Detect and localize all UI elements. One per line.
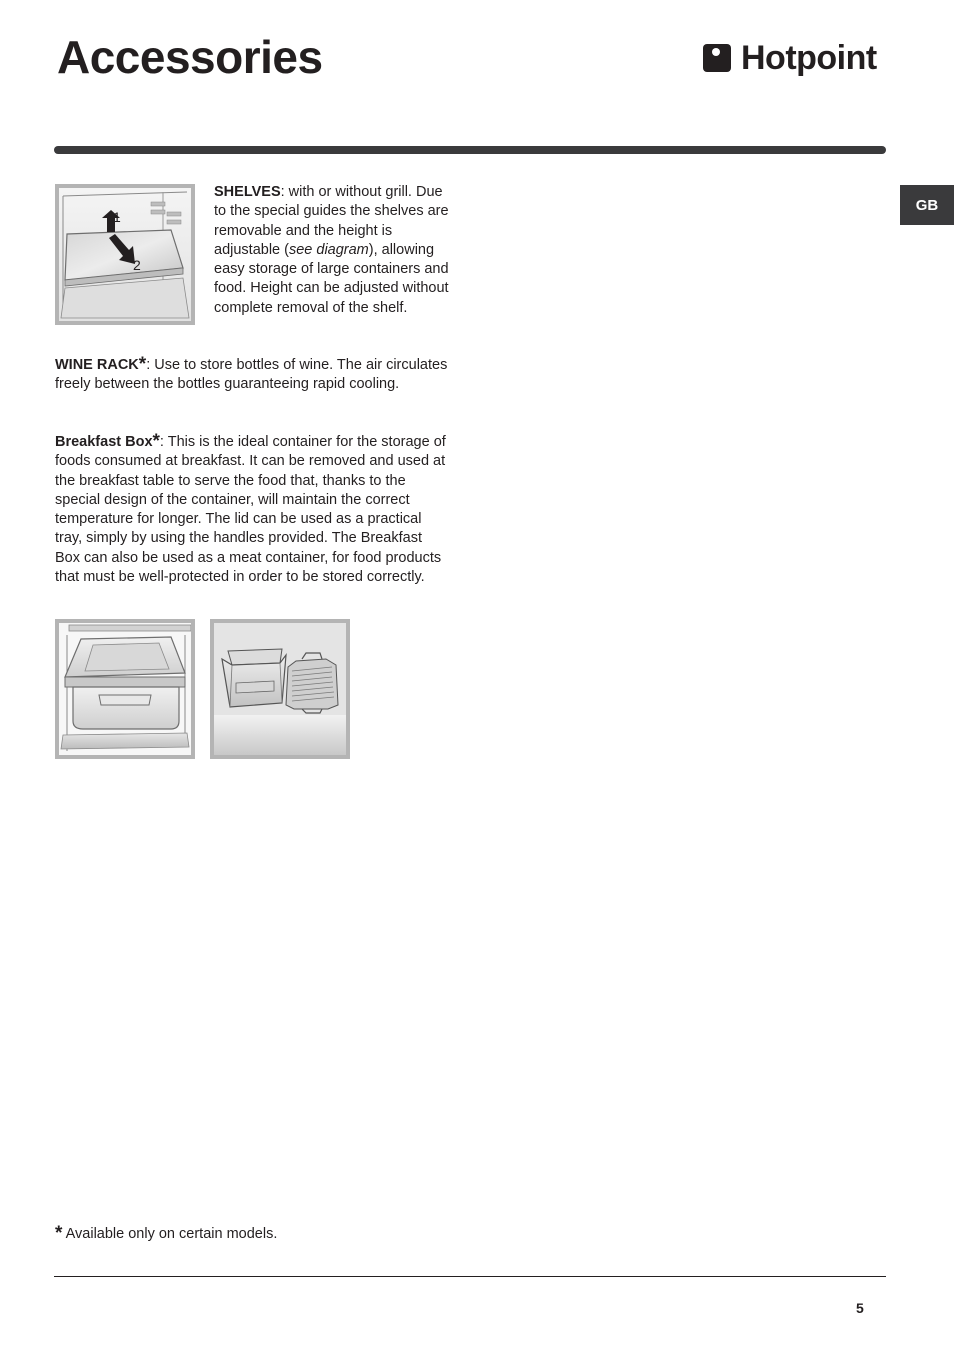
- footnote-text: Available only on certain models.: [62, 1226, 278, 1242]
- wine-rack-asterisk: *: [138, 354, 147, 375]
- brand-logo: [703, 38, 877, 78]
- breakfast-box-and-tray-image: [210, 619, 350, 759]
- page-number: 5: [856, 1300, 864, 1316]
- shelves-text-1: : with or without grill. Due to the special guides the shelves are removable and the height is adjustable (: [214, 184, 449, 258]
- shelves-diagram: [55, 184, 195, 325]
- brand-name: Hotpoint: [741, 38, 877, 77]
- footer-divider: [54, 1276, 886, 1277]
- language-tab: GB: [900, 185, 954, 225]
- wine-rack-text: : Use to store bottles of wine. The air circulates freely between the bottles guaranteeing rapid cooling.: [55, 357, 448, 393]
- wine-rack-paragraph: [55, 355, 450, 395]
- shelves-term: SHELVES: [214, 184, 281, 200]
- shelves-paragraph: [214, 183, 449, 318]
- shelves-illustration: [59, 188, 191, 321]
- footnote-asterisk: *: [55, 1223, 63, 1244]
- breakfast-box-paragraph: [55, 432, 450, 587]
- diagram-label-1: 1: [113, 209, 121, 225]
- breakfast-box-term: Breakfast Box: [55, 434, 153, 450]
- footnote: [55, 1224, 555, 1244]
- diagram-label-2: 2: [133, 257, 141, 273]
- shelves-see-diagram: see diagram: [288, 241, 369, 258]
- page-title: Accessories: [57, 31, 323, 83]
- breakfast-box-in-fridge-image: [55, 619, 195, 759]
- breakfast-box-text: : This is the ideal container for the storage of foods consumed at breakfast. It can be removed and used at the breakfast table to serve the food that, thanks to the special design of the container, will maintain the correct temperature for longer. The lid can be used as a practical tray, simply by using the handles provided. The Breakfast Box can also be used as a meat container, for food products that must be well-protected in order to be stored correctly.: [55, 434, 446, 586]
- header-divider: [54, 146, 886, 154]
- breakfast-box-asterisk: *: [152, 431, 160, 452]
- wine-rack-term: WINE RACK: [55, 357, 139, 373]
- shelves-text-2: ), allowing easy storage of large containers and food. Height can be adjusted without complete removal of the shelf.: [214, 241, 449, 316]
- hotpoint-logo-icon: [703, 44, 731, 72]
